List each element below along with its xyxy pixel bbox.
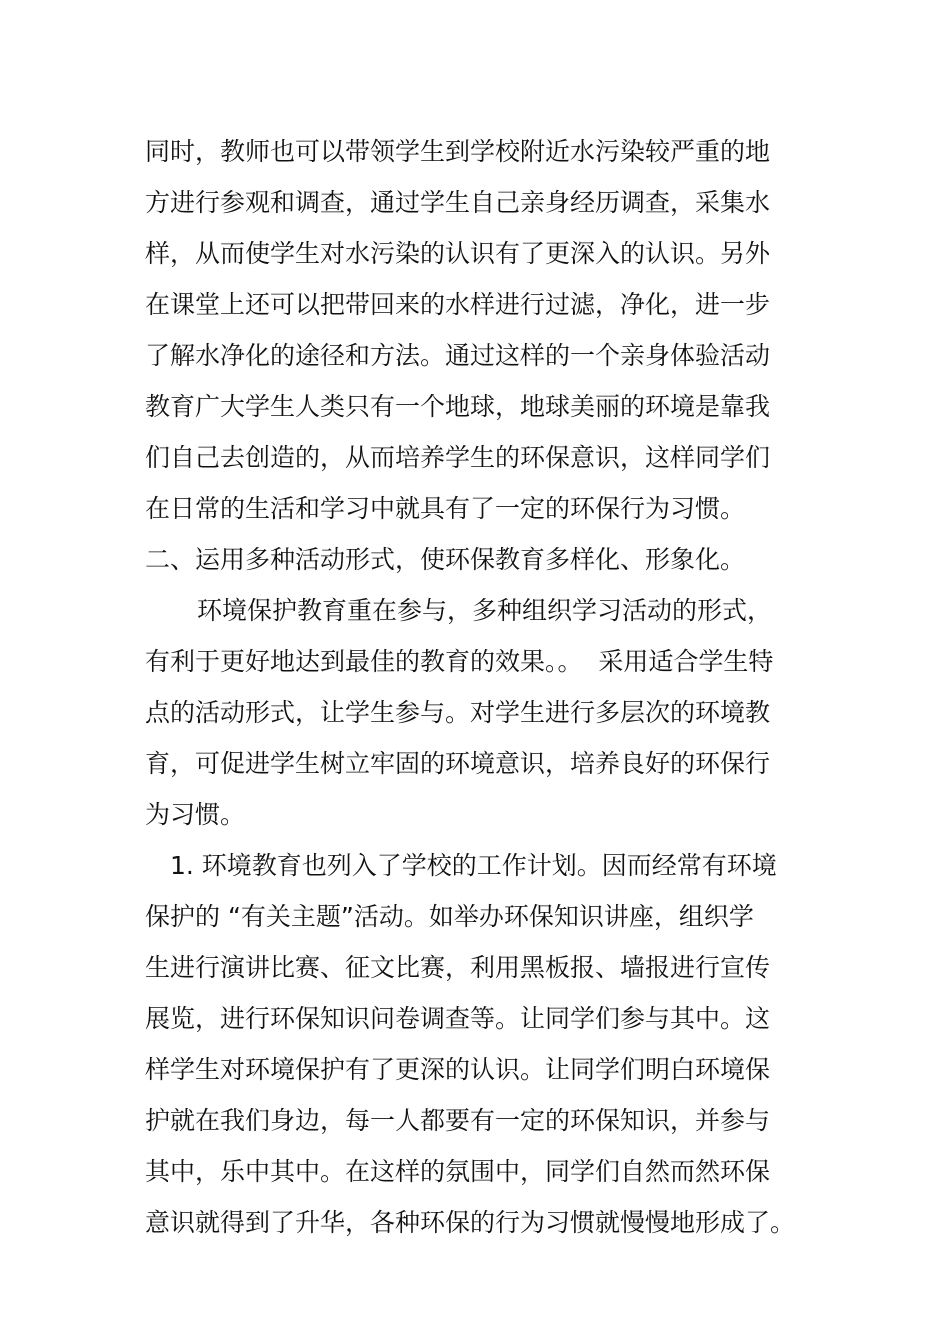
paragraph-line: 了解水净化的途径和方法。通过这样的一个亲身体验活动	[145, 341, 771, 370]
paragraph-line: 们自己去创造的，从而培养学生的环保意识，这样同学们	[145, 443, 771, 472]
paragraph-line: 点的活动形式，让学生参与。对学生进行多层次的环境教	[145, 698, 771, 727]
paragraph-line: 在日常的生活和学习中就具有了一定的环保行为习惯。	[145, 494, 746, 523]
paragraph-line: 保护的 “有关主题”活动。如举办环保知识讲座，组织学	[145, 902, 754, 931]
paragraph-line: 样，从而使学生对水污染的认识有了更深入的认识。另外	[145, 239, 771, 268]
paragraph-line: 环境保护教育重在参与，多种组织学习活动的形式，	[197, 596, 773, 625]
paragraph-line: 展览，进行环保知识问卷调查等。让同学们参与其中。这	[145, 1004, 771, 1033]
paragraph-line: 护就在我们身边，每一人都要有一定的环保知识，并参与	[145, 1106, 771, 1135]
paragraph-line: 方进行参观和调查，通过学生自己亲身经历调查，采集水	[145, 188, 771, 217]
paragraph-line: 为习惯。	[145, 800, 246, 829]
paragraph-line: 生进行演讲比赛、征文比赛，利用黑板报、墙报进行宣传	[145, 953, 771, 982]
paragraph-line: 在课堂上还可以把带回来的水样进行过滤，净化，进一步	[145, 290, 771, 319]
paragraph-activity-forms	[145, 585, 825, 840]
paragraph-line: 样学生对环境保护有了更深的认识。让同学们明白环境保	[145, 1055, 771, 1084]
paragraph-line: 意识就得到了升华，各种环保的行为习惯就慢慢地形成了。	[145, 1208, 796, 1237]
paragraph-line: 其中，乐中其中。在这样的氛围中，同学们自然而然环保	[145, 1157, 771, 1186]
paragraph-numbered-item-1	[145, 840, 825, 1248]
document-body	[145, 126, 825, 1248]
paragraph-line: 1. 环境教育也列入了学校的工作计划。因而经常有环境	[170, 851, 777, 880]
paragraph-line: 同时，教师也可以带领学生到学校附近水污染较严重的地	[145, 137, 771, 166]
paragraph-water-pollution	[145, 126, 825, 534]
section-heading: 二、运用多种活动形式，使环保教育多样化、形象化。	[145, 545, 746, 574]
paragraph-line: 育，可促进学生树立牢固的环境意识，培养良好的环保行	[145, 749, 771, 778]
paragraph-line: 教育广大学生人类只有一个地球，地球美丽的环境是靠我	[145, 392, 771, 421]
paragraph-line: 有利于更好地达到最佳的教育的效果。。 采用适合学生特	[145, 647, 774, 676]
